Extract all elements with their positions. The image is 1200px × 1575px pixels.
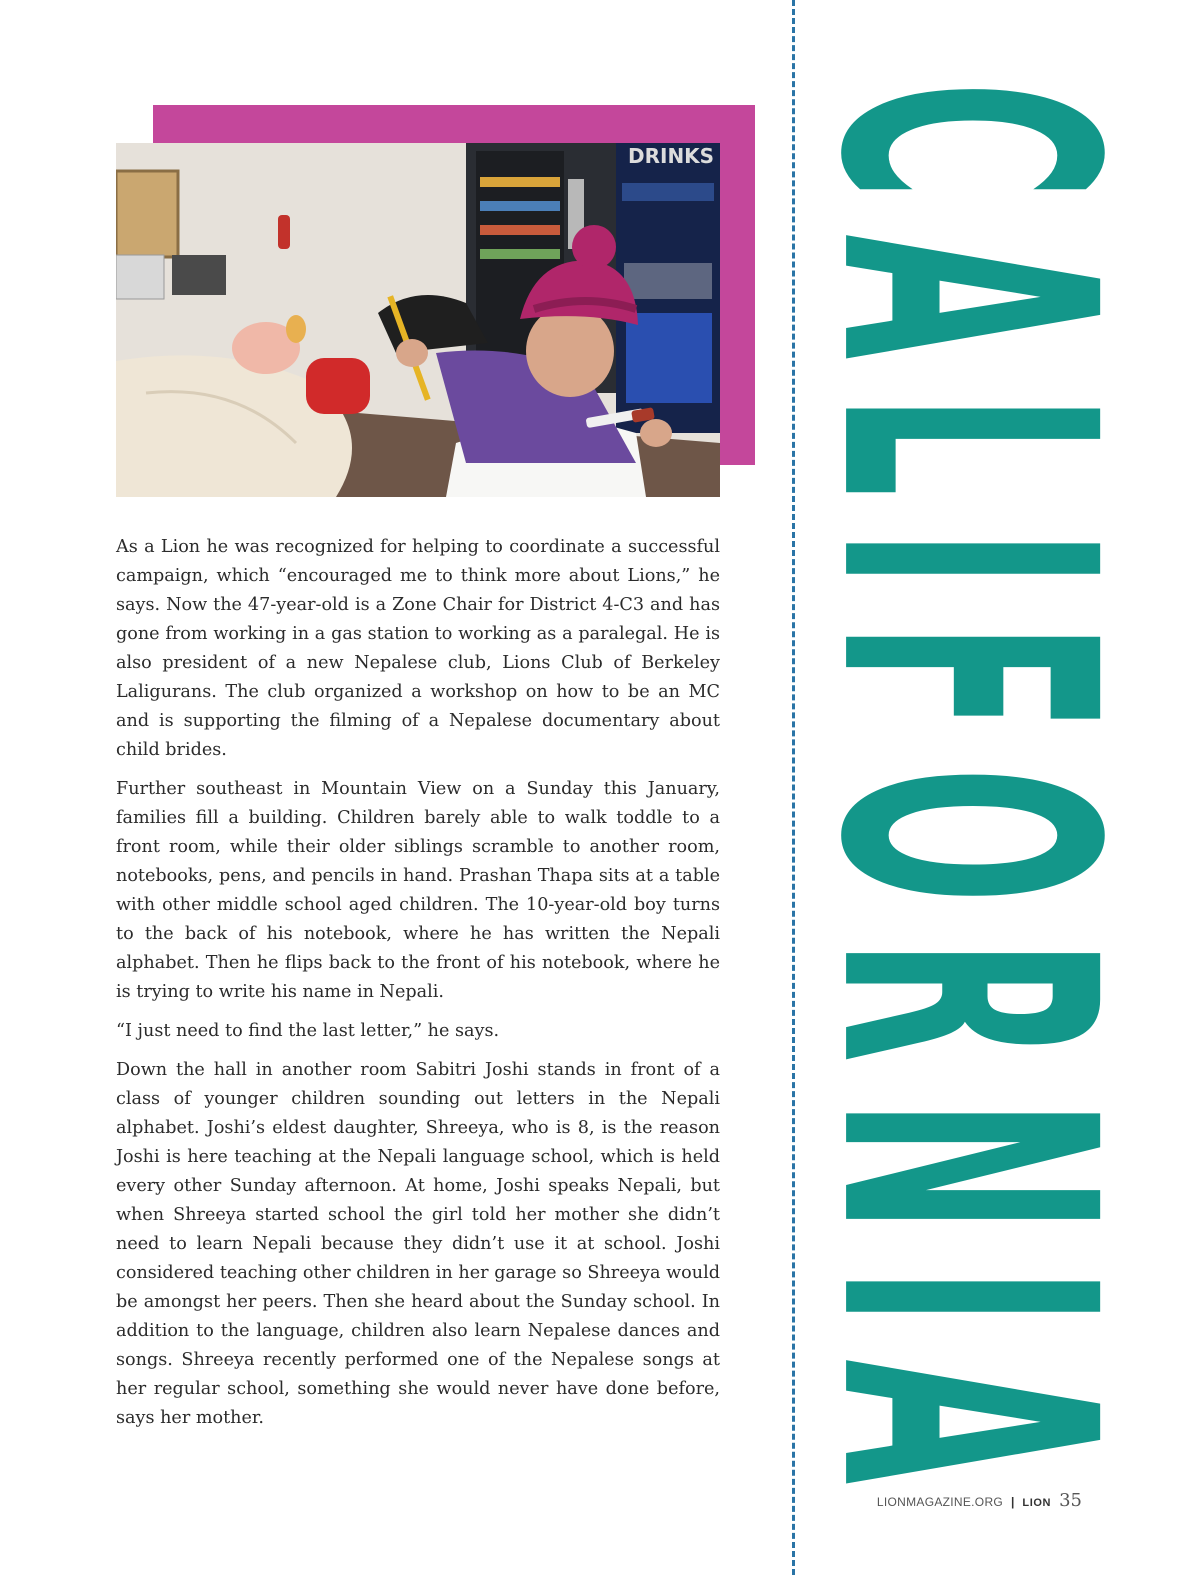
title-letter: O <box>762 766 1168 904</box>
title-letter: I <box>762 1266 1168 1327</box>
title-letter: C <box>762 81 1168 200</box>
photo-illustration <box>116 143 720 497</box>
paragraph: Down the hall in another room Sabitri Joshi stands in front of a class of younger children sounding out letters in the Nepali alphabet. Joshi’s eldest daughter, Shreeya, who is 8, is the reason Joshi is here teaching at the Nepali language school, which is held every other Sunday afternoon. At home, Joshi speaks Nepali, but when Shreeya started school the girl told her mother she didn’t need to learn Nepali because they didn’t use it at school. Joshi considered teaching other children in her garage so Shreeya would be amongst her peers. Then she heard about the Sunday school. In addition to the language, children also learn Nepalese dances and songs. Shreeya recently performed one of the Nepalese songs at her regular school, something she would never have done before, says her mother. <box>116 1060 720 1428</box>
section-title-vertical <box>762 78 1168 1488</box>
paragraph: Further southeast in Mountain View on a Sunday this January, families fill a building. Children barely able to walk toddle to a front room, while their older siblings scramble to another room, notebooks, pens, and pencils in hand. Prashan Thapa sits at a table with other middle school aged children. The 10-year-old boy turns to the back of his notebook, where he has written the Nepali alphabet. Then he flips back to the front of his notebook, where he is trying to write his name in Nepali. <box>116 779 720 1002</box>
paragraph: “I just need to find the last letter,” he says. <box>116 1021 500 1041</box>
paragraph: As a Lion he was recognized for helping to coordinate a successful campaign, which “encouraged me to think more about Lions,” he says. Now the 47-year-old is a Zone Chair for District 4-C3 and has gone from working in a gas station to working as a paralegal. He is also president of a new Nepalese club, Lions Club of Berkeley Laligurans. The club organized a workshop on how to be an MC and is supporting the filming of a Nepalese documentary about child brides. <box>116 537 720 760</box>
article-body <box>116 533 720 1443</box>
page-number: 35 <box>1059 1490 1082 1511</box>
title-letter: N <box>762 1098 1168 1234</box>
footer-site: LIONMAGAZINE.ORG <box>876 1495 1004 1509</box>
article-photo <box>116 143 720 497</box>
title-letter: A <box>762 1359 1168 1485</box>
title-letter: I <box>762 528 1168 589</box>
drinks-sign: DRINKS <box>628 144 715 168</box>
title-letter: L <box>762 393 1168 497</box>
page-footer <box>877 1490 1082 1511</box>
title-letter: R <box>762 938 1168 1064</box>
footer-separator: | <box>1011 1495 1015 1509</box>
title-letter: F <box>762 621 1168 732</box>
title-letter: A <box>762 234 1168 360</box>
footer-brand: LION <box>1022 1497 1052 1509</box>
